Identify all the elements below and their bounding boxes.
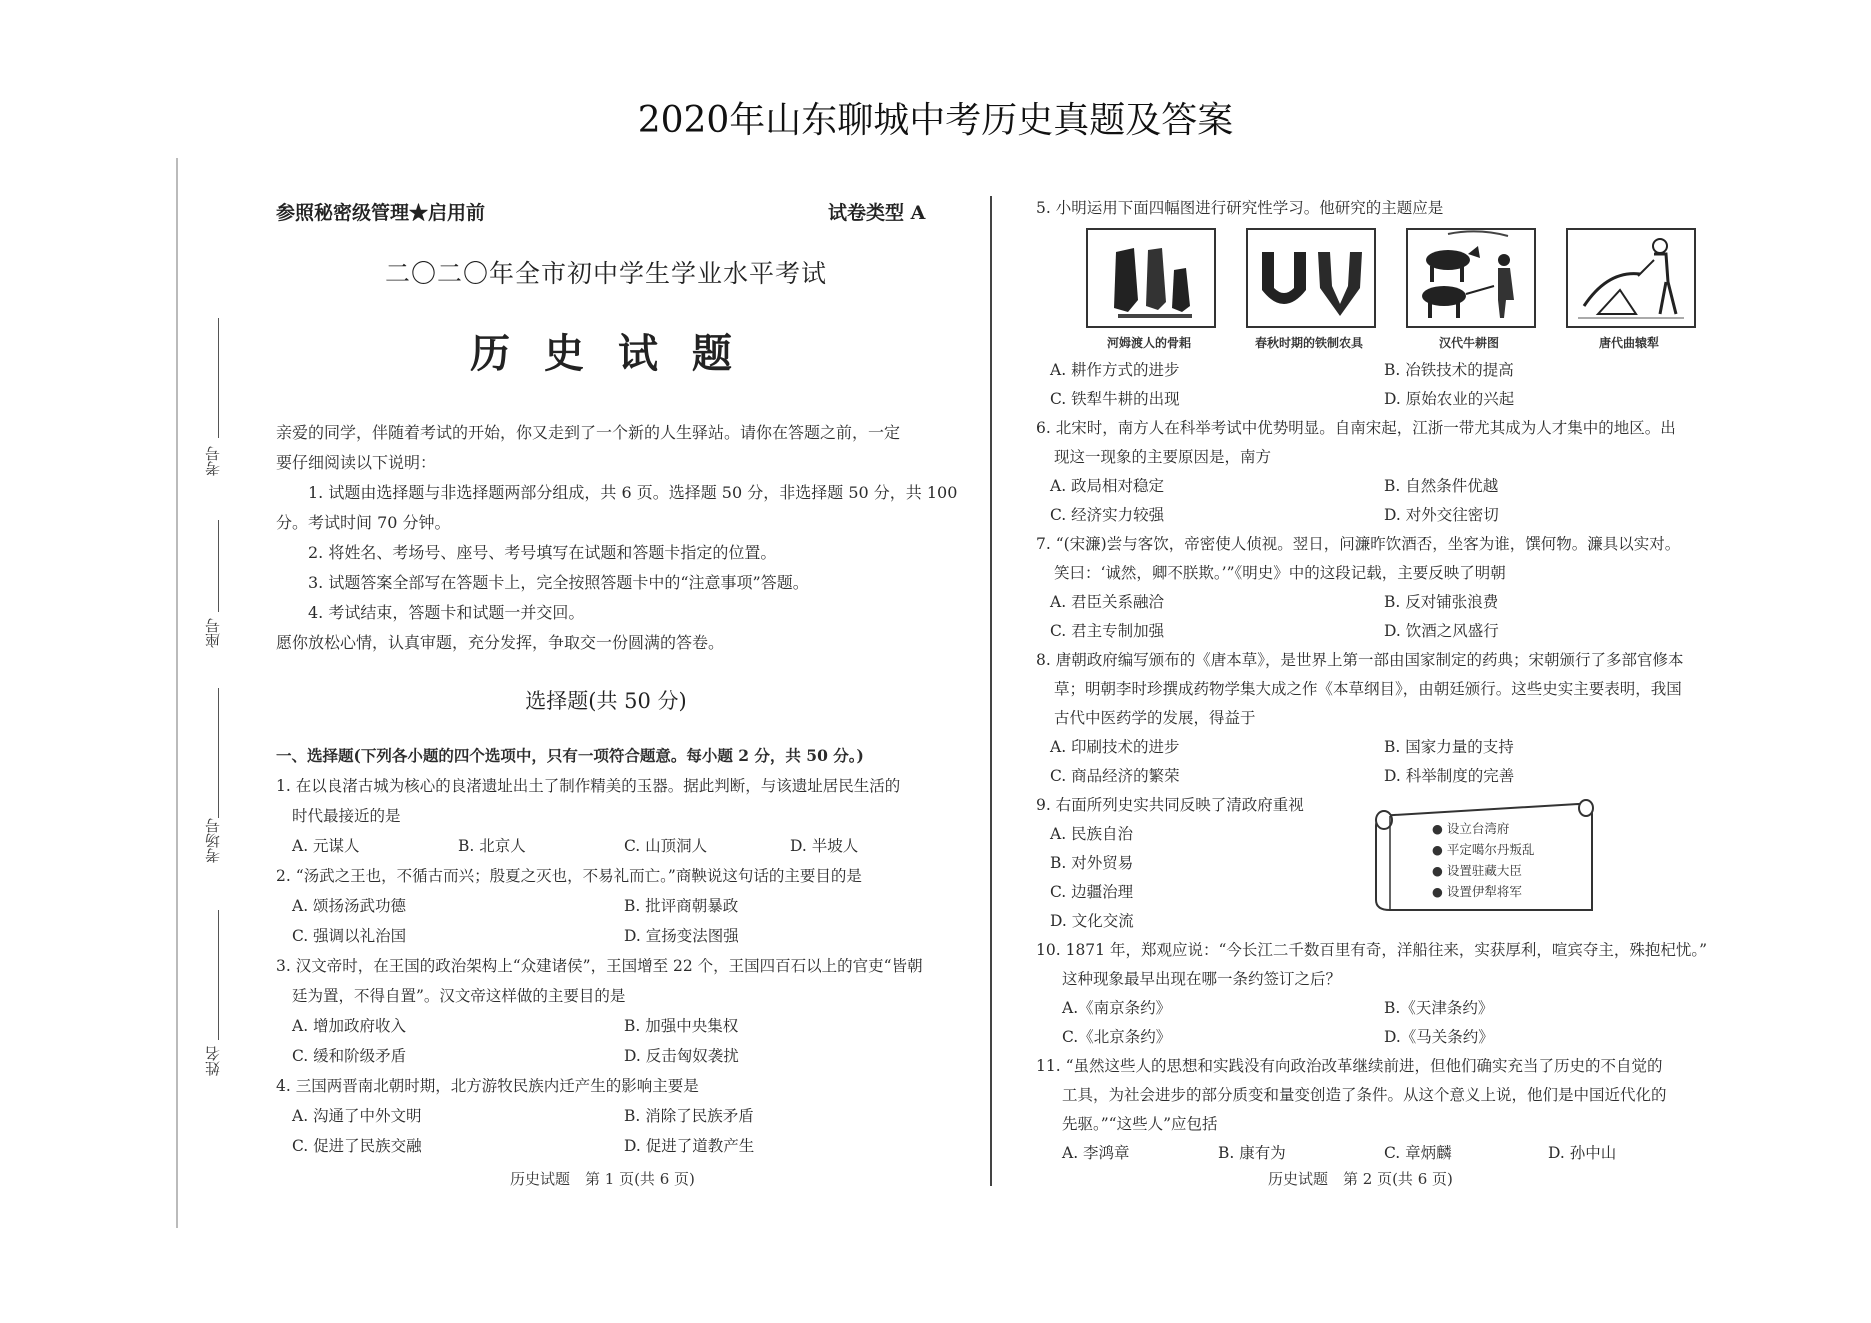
bone-spade-icon: [1086, 228, 1216, 328]
side-label-name: 姓名: [204, 1046, 222, 1076]
scroll-illustration: [1360, 792, 1600, 922]
q2-option-d[interactable]: D. 宣扬变法图强: [624, 927, 739, 945]
instruction-line: 4. 考试结束，答题卡和试题一并交回。: [308, 603, 585, 622]
q3-option-d[interactable]: D. 反击匈奴袭扰: [624, 1047, 739, 1065]
q4-option-b[interactable]: B. 消除了民族矛盾: [624, 1107, 754, 1125]
q5-option-d[interactable]: D. 原始农业的兴起: [1384, 390, 1515, 408]
q2-option-a[interactable]: A. 颂扬汤武功德: [292, 897, 407, 915]
q5-option-a[interactable]: A. 耕作方式的进步: [1050, 361, 1180, 379]
q10-option-b[interactable]: B.《天津条约》: [1384, 999, 1494, 1017]
side-label-exam-number: 考号: [204, 446, 222, 476]
q1-option-a[interactable]: A. 元谋人: [292, 837, 360, 855]
q11-option-b[interactable]: B. 康有为: [1218, 1144, 1286, 1162]
q8-option-a[interactable]: A. 印刷技术的进步: [1050, 738, 1180, 756]
q6-option-b[interactable]: B. 自然条件优越: [1384, 477, 1499, 495]
scroll-item: ● 设置伊犁将军: [1432, 884, 1522, 899]
question-8-text: 草；明朝李时珍撰成药物学集大成之作《本草纲目》，由朝廷颁行。这些史实主要表明，我国: [1054, 680, 1682, 698]
side-label-room-number: 考场号: [204, 818, 222, 863]
question-6-text: 6. 北宋时，南方人在科举考试中优势明显。自南宋起，江浙一带尤其成为人才集中的地区。出: [1036, 419, 1676, 437]
q6-option-c[interactable]: C. 经济实力较强: [1050, 506, 1165, 524]
q8-option-b[interactable]: B. 国家力量的支持: [1384, 738, 1514, 756]
section-title: 选择题(共 50 分): [525, 689, 687, 713]
document-title: 2020年山东聊城中考历史真题及答案: [637, 100, 1234, 141]
q10-option-a[interactable]: A.《南京条约》: [1062, 999, 1172, 1017]
q7-option-b[interactable]: B. 反对铺张浪费: [1384, 593, 1499, 611]
question-1-text: 时代最接近的是: [292, 807, 401, 825]
instruction-line: 要仔细阅读以下说明：: [276, 453, 437, 472]
side-blank-line: [218, 910, 219, 1040]
question-5-text: 5. 小明运用下面四幅图进行研究性学习。他研究的主题应是: [1036, 199, 1444, 217]
scroll-item: ● 设置驻藏大臣: [1432, 863, 1522, 878]
q5-option-b[interactable]: B. 冶铁技术的提高: [1384, 361, 1514, 379]
q1-option-d[interactable]: D. 半坡人: [790, 837, 859, 855]
q8-option-d[interactable]: D. 科举制度的完善: [1384, 767, 1515, 785]
side-blank-line: [218, 520, 219, 612]
question-10-text: 这种现象最早出现在哪一条约签订之后？: [1062, 970, 1342, 988]
q3-option-a[interactable]: A. 增加政府收入: [292, 1017, 407, 1035]
q6-option-a[interactable]: A. 政局相对稳定: [1050, 477, 1165, 495]
ox-plough-icon: [1406, 228, 1536, 328]
q9-option-b[interactable]: B. 对外贸易: [1050, 854, 1134, 872]
q1-option-b[interactable]: B. 北京人: [458, 837, 526, 855]
side-blank-line: [218, 318, 219, 438]
section-intro: 一、选择题(下列各小题的四个选项中，只有一项符合题意。每小题 2 分，共 50 分。): [276, 746, 864, 765]
page-2-footer: 历史试题 第 2 页(共 6 页): [1268, 1170, 1453, 1188]
side-label-seat-number: 座号: [204, 618, 222, 648]
q3-option-c[interactable]: C. 缓和阶级矛盾: [292, 1047, 407, 1065]
q2-option-c[interactable]: C. 强调以礼治国: [292, 927, 407, 945]
q9-option-c[interactable]: C. 边疆治理: [1050, 883, 1134, 901]
question-8-text: 古代中医药学的发展，得益于: [1054, 709, 1256, 727]
iron-tool-icon: [1246, 228, 1376, 328]
instruction-line: 3. 试题答案全部写在答题卡上，完全按照答题卡中的“注意事项”答题。: [308, 573, 809, 592]
q7-option-c[interactable]: C. 君主专制加强: [1050, 622, 1165, 640]
q9-option-a[interactable]: A. 民族自治: [1050, 825, 1134, 843]
instruction-line: 分。考试时间 70 分钟。: [276, 513, 451, 532]
q11-option-a[interactable]: A. 李鸿章: [1062, 1144, 1130, 1162]
instruction-line: 1. 试题由选择题与非选择题两部分组成，共 6 页。选择题 50 分，非选择题 50 分，共 100: [308, 483, 958, 502]
q3-option-b[interactable]: B. 加强中央集权: [624, 1017, 739, 1035]
image-caption: 河姆渡人的骨耜: [1106, 336, 1191, 350]
image-caption: 春秋时期的铁制农具: [1254, 336, 1363, 350]
page-1-footer: 历史试题 第 1 页(共 6 页): [510, 1170, 695, 1188]
instruction-line: 2. 将姓名、考场号、座号、考号填写在试题和答题卡指定的位置。: [308, 543, 777, 562]
q6-option-d[interactable]: D. 对外交往密切: [1384, 506, 1499, 524]
scroll-item: ● 设立台湾府: [1432, 821, 1510, 836]
question-3-text: 3. 汉文帝时，在王国的政治架构上“众建诸侯”，王国增至 22 个，王国四百石以上的官吏“皆朝: [276, 957, 923, 975]
scroll-item: ● 平定噶尔丹叛乱: [1432, 842, 1535, 857]
question-10-text: 10. 1871 年，郑观应说：“今长江二千数百里有奇，洋船往来，实获厚利，喧宾夺主，殊抱杞忧。”: [1036, 941, 1708, 959]
question-6-text: 现这一现象的主要原因是，南方: [1054, 448, 1272, 466]
instruction-line: 亲爱的同学，伴随着考试的开始，你又走到了一个新的人生驿站。请你在答题之前，一定: [276, 423, 901, 442]
question-9-text: 9. 右面所列史实共同反映了清政府重视: [1036, 796, 1304, 814]
q5-option-c[interactable]: C. 铁犁牛耕的出现: [1050, 390, 1180, 408]
q4-option-c[interactable]: C. 促进了民族交融: [292, 1137, 422, 1155]
question-7-text: 7. “(宋濂)尝与客饮，帝密使人侦视。翌日，问濂昨饮酒否，坐客为谁，馔何物。濂具以实对。: [1036, 535, 1681, 553]
q11-option-d[interactable]: D. 孙中山: [1548, 1144, 1617, 1162]
question-2-text: 2. “汤武之王也，不循古而兴；殷夏之灭也，不易礼而亡。”商鞅说这句话的主要目的是: [276, 867, 862, 885]
exam-name: 二〇二〇年全市初中学生学业水平考试: [384, 259, 827, 288]
question-7-text: 笑曰：‘诚然，卿不朕欺。’”《明史》中的这段记载，主要反映了明朝: [1054, 564, 1506, 582]
curved-plough-icon: [1566, 228, 1696, 328]
subject-title: 历 史 试 题: [470, 330, 742, 377]
q7-option-d[interactable]: D. 饮酒之风盛行: [1384, 622, 1499, 640]
question-4-text: 4. 三国两晋南北朝时期，北方游牧民族内迁产生的影响主要是: [276, 1077, 699, 1095]
question-11-text: 先驱。”“这些人”应包括: [1062, 1115, 1218, 1133]
q9-option-d[interactable]: D. 文化交流: [1050, 912, 1134, 930]
binding-margin-line: [176, 158, 178, 1228]
q1-option-c[interactable]: C. 山顶洞人: [624, 837, 708, 855]
image-caption: 汉代牛耕图: [1438, 336, 1499, 350]
question-1-text: 1. 在以良渚古城为核心的良渚遗址出土了制作精美的玉器。据此判断，与该遗址居民生活的: [276, 777, 901, 795]
q10-option-d[interactable]: D.《马关条约》: [1384, 1028, 1494, 1046]
secret-level: 参照秘密级管理★启用前: [276, 202, 486, 224]
q7-option-a[interactable]: A. 君臣关系融洽: [1050, 593, 1165, 611]
question-8-text: 8. 唐朝政府编写颁布的《唐本草》，是世界上第一部由国家制定的药典；宋朝颁行了多部官修本: [1036, 651, 1684, 669]
instruction-line: 愿你放松心情，认真审题，充分发挥，争取交一份圆满的答卷。: [276, 633, 725, 652]
image-caption: 唐代曲辕犁: [1598, 336, 1659, 350]
q4-option-a[interactable]: A. 沟通了中外文明: [292, 1107, 422, 1125]
q8-option-c[interactable]: C. 商品经济的繁荣: [1050, 767, 1180, 785]
question-11-text: 工具，为社会进步的部分质变和量变创造了条件。从这个意义上说，他们是中国近代化的: [1062, 1086, 1667, 1104]
q10-option-c[interactable]: C.《北京条约》: [1062, 1028, 1172, 1046]
paper-type: 试卷类型 A: [828, 202, 926, 224]
page-divider-line: [990, 196, 992, 1186]
q11-option-c[interactable]: C. 章炳麟: [1384, 1144, 1452, 1162]
question-3-text: 廷为置，不得自置”。汉文帝这样做的主要目的是: [292, 987, 626, 1005]
q4-option-d[interactable]: D. 促进了道教产生: [624, 1137, 755, 1155]
side-blank-line: [218, 688, 219, 818]
question-11-text: 11. “虽然这些人的思想和实践没有向政治改革继续前进，但他们确实充当了历史的不自觉的: [1036, 1057, 1663, 1075]
q2-option-b[interactable]: B. 批评商朝暴政: [624, 897, 739, 915]
